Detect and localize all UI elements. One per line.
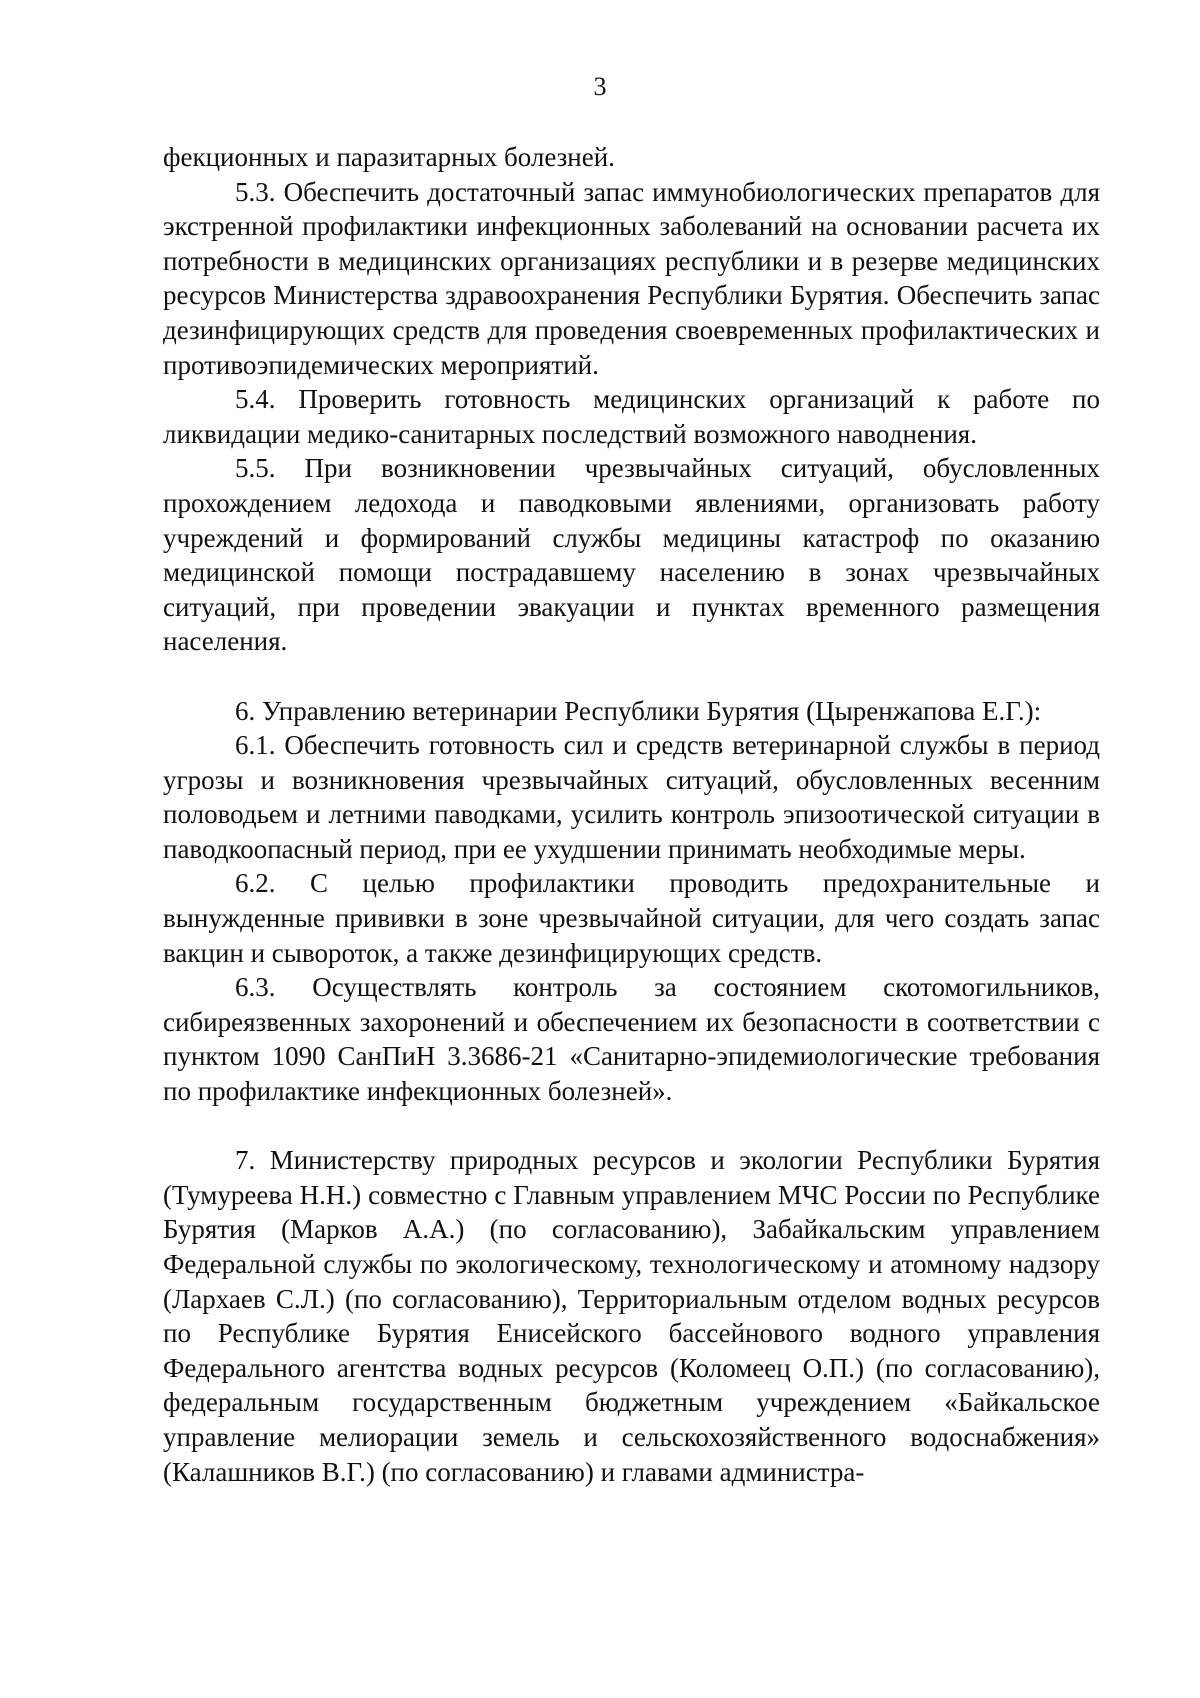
- page-number: 3: [593, 72, 607, 101]
- paragraph-6: 6. Управлению ветеринарии Республики Бурятия (Цыренжапова Е.Г.):: [235, 695, 1042, 726]
- paragraph-6-3: 6.3. Осуществлять контроль за состоянием скотомогильников, сибиреязвенных захоронений и обеспечением их безопасности в соответствии с пунктом 1090 СанПиН 3.3686-21 «Санитарно-эпидемиологические требования по профилактике инфекционных болезней».: [163, 972, 1100, 1107]
- document-body: [163, 140, 1100, 1489]
- paragraph-7: 7. Министерству природных ресурсов и экологии Республики Бурятия (Тумуреева Н.Н.) совместно с Главным управлением МЧС России по Республике Бурятия (Марков А.А.) (по согласованию), Забайкальским управлением Федеральной службы по экологическому, технологическому и атомному надзору (Лархаев С.Л.) (по согласованию), Территориальным отделом водных ресурсов по Республике Бурятия Енисейского бассейнового водного управления Федерального агентства водных ресурсов (Коломеец О.П.) (по согласованию), федеральным государственным бюджетным учреждением «Байкальское управление мелиорации земель и сельскохозяйственного водоснабжения» (Калашников В.Г.) (по согласованию) и главами администра-: [163, 1145, 1100, 1487]
- paragraph-5-5: 5.5. При возникновении чрезвычайных ситуаций, обусловленных прохождением ледохода и паводковыми явлениями, организовать работу учреждений и формирований службы медицины катастроф по оказанию медицинской помощи пострадавшему населению в зонах чрезвычайных ситуаций, при проведении эвакуации и пунктах временного размещения населения.: [163, 453, 1100, 657]
- paragraph-5-3: 5.3. Обеспечить достаточный запас иммунобиологических препаратов для экстренной профилактики инфекционных заболеваний на основании расчета их потребности в медицинских организациях республики и в резерве медицинских ресурсов Министерства здравоохранения Республики Бурятия. Обеспечить запас дезинфицирующих средств для проведения своевременных профилактических и противоэпидемических мероприятий.: [163, 176, 1100, 380]
- paragraph-6-1: 6.1. Обеспечить готовность сил и средств ветеринарной службы в период угрозы и возникновения чрезвычайных ситуаций, обусловленных весенним половодьем и летними паводками, усилить контроль эпизоотической ситуации в паводкоопасный период, при ее ухудшении принимать необходимые меры.: [163, 730, 1100, 864]
- paragraph-continuation: фекционных и паразитарных болезней.: [163, 142, 615, 172]
- paragraph-6-2: 6.2. С целью профилактики проводить предохранительные и вынужденные прививки в зоне чрезвычайной ситуации, для чего создать запас вакцин и сывороток, а также дезинфицирующих средств.: [163, 868, 1100, 968]
- paragraph-5-4: 5.4. Проверить готовность медицинских организаций к работе по ликвидации медико-санитарных последствий возможного наводнения.: [163, 384, 1100, 449]
